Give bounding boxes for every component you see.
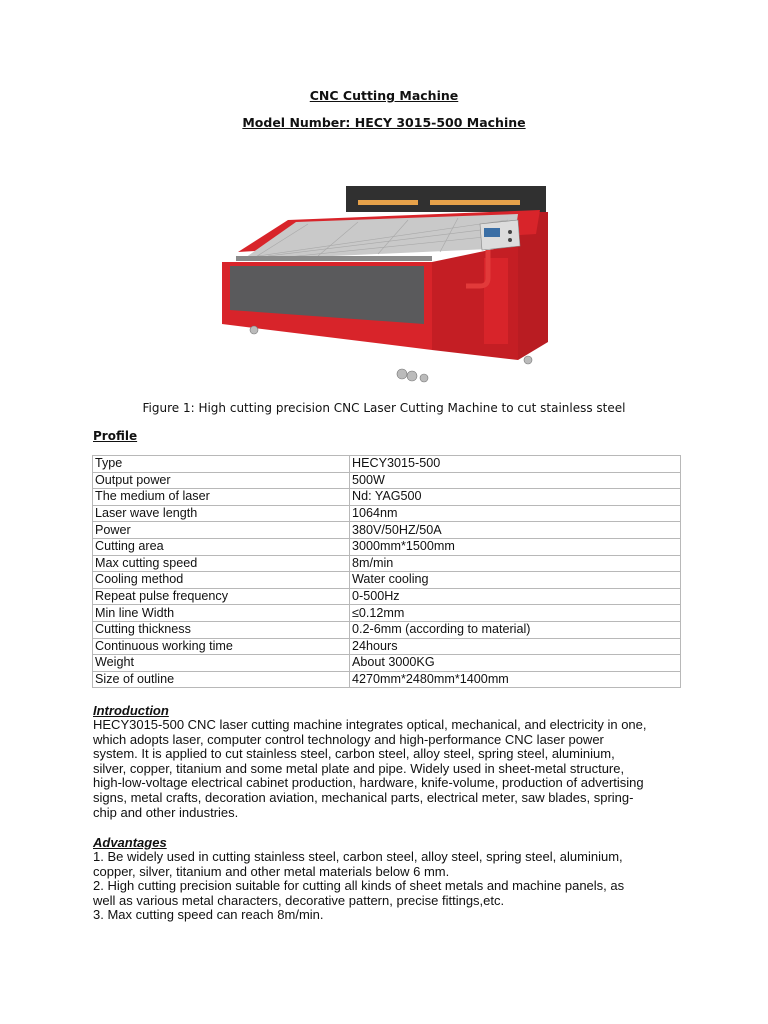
spec-value: 24hours	[350, 638, 681, 655]
introduction-line: silver, copper, titanium and some metal plate and pipe. Widely used in sheet-metal structure,	[93, 760, 625, 776]
spec-row	[93, 522, 681, 539]
spec-row	[93, 505, 681, 522]
document-title: CNC Cutting Machine	[309, 88, 459, 103]
introduction-line: HECY3015-500 CNC laser cutting machine integrates optical, mechanical, and electricity in one,	[93, 717, 647, 732]
introduction-heading: Introduction	[93, 703, 169, 718]
spec-value: 4270mm*2480mm*1400mm	[350, 671, 681, 688]
introduction-line: chip and other industries.	[93, 804, 239, 820]
advantage-line: well as various metal characters, decorative pattern, precise fittings,etc.	[93, 892, 505, 908]
spec-value: 380V/50HZ/50A	[350, 522, 681, 539]
spec-label: Cooling method	[93, 572, 350, 589]
spec-label: Repeat pulse frequency	[93, 588, 350, 605]
spec-value: HECY3015-500	[350, 456, 681, 473]
spec-label: Min line Width	[93, 605, 350, 622]
profile-heading: Profile	[93, 429, 138, 443]
spec-value: Water cooling	[350, 572, 681, 589]
advantage-line: 3. Max cutting speed can reach 8m/min.	[93, 907, 324, 923]
spec-row	[93, 489, 681, 506]
advantage-line: copper, silver, titanium and other metal materials below 6 mm.	[93, 863, 450, 879]
spec-row	[93, 538, 681, 555]
spec-row	[93, 638, 681, 655]
introduction-section	[93, 703, 678, 820]
spec-value: 3000mm*1500mm	[350, 538, 681, 555]
model-number-line: Model Number: HECY 3015-500 Machine	[242, 115, 526, 130]
introduction-line: signs, metal crafts, decoration aviation, mechanical parts, electrical meter, saw blades, spring-	[93, 789, 634, 805]
spec-label: Type	[93, 456, 350, 473]
spec-label: The medium of laser	[93, 489, 350, 506]
spec-row	[93, 588, 681, 605]
introduction-line: high-low-voltage electrical cabinet production, hardware, knife-volume, production of advertising	[93, 775, 644, 791]
spec-value: 8m/min	[350, 555, 681, 572]
spec-label: Power	[93, 522, 350, 539]
spec-row	[93, 456, 681, 473]
spec-row	[93, 472, 681, 489]
advantage-line: 1. Be widely used in cutting stainless steel, carbon steel, alloy steel, spring steel, aluminium,	[93, 849, 623, 864]
spec-row	[93, 605, 681, 622]
cnc-machine-photo	[218, 182, 548, 388]
spec-label: Output power	[93, 472, 350, 489]
advantages-section	[93, 835, 678, 923]
spec-label: Continuous working time	[93, 638, 350, 655]
spec-label: Laser wave length	[93, 505, 350, 522]
spec-row	[93, 655, 681, 672]
spec-value: 0-500Hz	[350, 588, 681, 605]
spec-label: Max cutting speed	[93, 555, 350, 572]
spec-label: Cutting thickness	[93, 621, 350, 638]
spec-label: Weight	[93, 655, 350, 672]
spec-value: Nd: YAG500	[350, 489, 681, 506]
spec-value: 500W	[350, 472, 681, 489]
spec-value: 0.2-6mm (according to material)	[350, 621, 681, 638]
spec-table	[92, 455, 681, 688]
figure-caption: Figure 1: High cutting precision CNC Laser Cutting Machine to cut stainless steel	[142, 401, 626, 415]
spec-value: ≤0.12mm	[350, 605, 681, 622]
spec-row	[93, 621, 681, 638]
spec-label: Cutting area	[93, 538, 350, 555]
spec-label: Size of outline	[93, 671, 350, 688]
advantages-heading: Advantages	[93, 835, 167, 850]
introduction-line: which adopts laser, computer control technology and high-performance CNC laser power	[93, 731, 604, 747]
spec-row	[93, 555, 681, 572]
introduction-line: system. It is applied to cut stainless steel, carbon steel, alloy steel, spring steel, aluminium,	[93, 746, 615, 762]
spec-value: About 3000KG	[350, 655, 681, 672]
spec-row	[93, 572, 681, 589]
advantages-list	[93, 850, 678, 923]
spec-value: 1064nm	[350, 505, 681, 522]
introduction-text	[93, 718, 678, 820]
advantage-line: 2. High cutting precision suitable for cutting all kinds of sheet metals and machine panels, as	[93, 878, 625, 894]
spec-row	[93, 671, 681, 688]
